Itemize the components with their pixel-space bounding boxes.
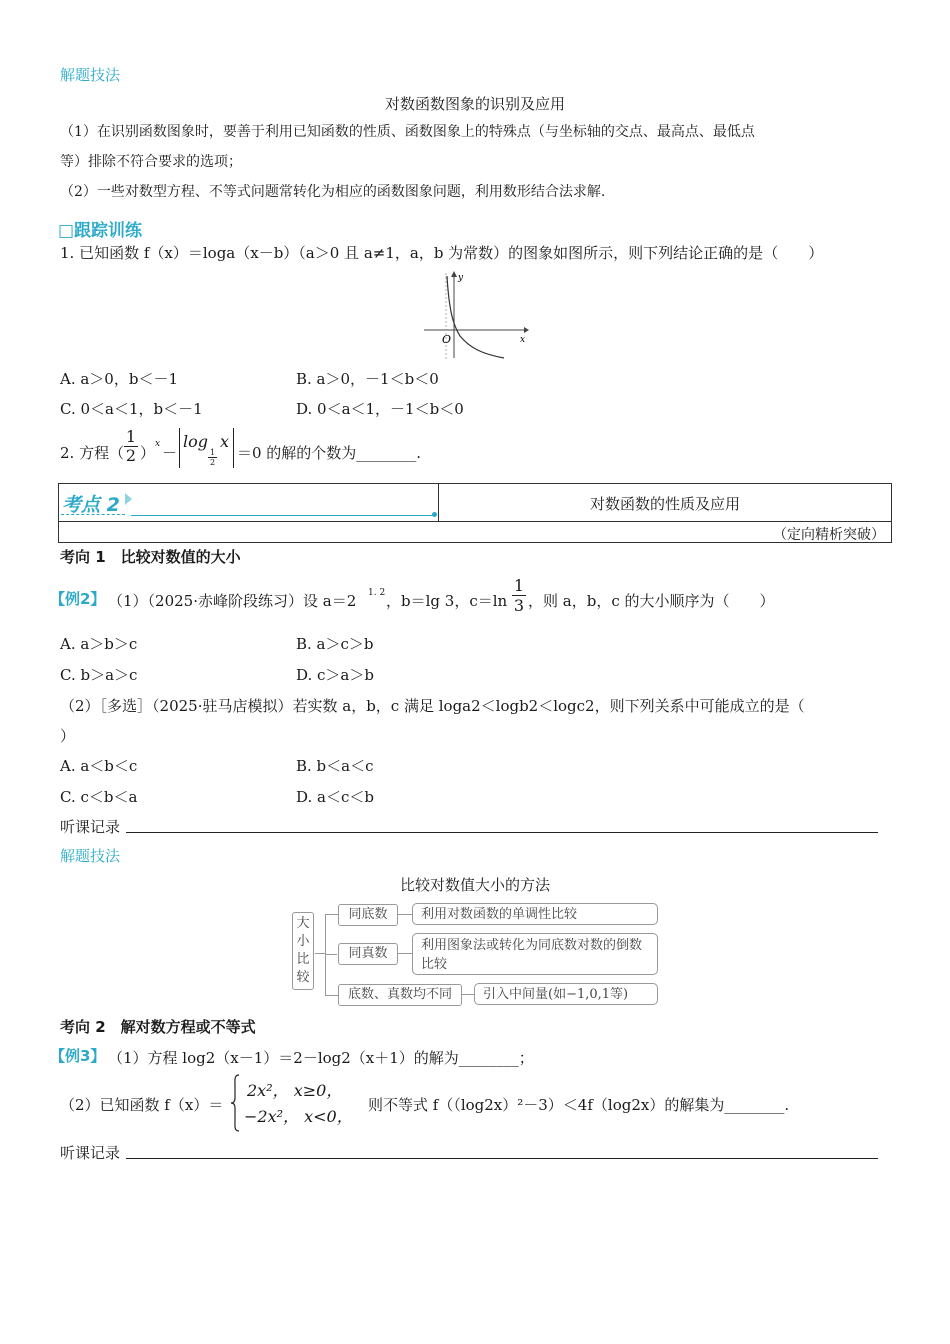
log-graph — [420, 270, 530, 362]
origin-label: O — [442, 333, 452, 346]
tips-label: 解题技法 — [60, 66, 121, 84]
example-3-tag: 【例3】 — [50, 1047, 106, 1065]
ex2-q2-option-c: C. c＜b＜a — [60, 788, 138, 806]
abs-bar-right — [233, 428, 234, 468]
q2-minus: － — [162, 444, 178, 462]
ex2-q1-option-d: D. c＞a＞b — [296, 666, 374, 684]
kx2-title: 考向 2 解对数方程或不等式 — [60, 1018, 256, 1036]
kaodian-dash — [61, 514, 125, 515]
ex3-q2-prefix: （2）已知函数 f（x）＝ — [60, 1096, 224, 1114]
q2-var: x — [220, 432, 230, 451]
diagram-right-3: 引入中间量(如−1,0,1等) — [474, 983, 658, 1005]
ex2-q1-exp: 1. 2 — [368, 588, 386, 598]
piecewise-brace — [230, 1074, 240, 1132]
q2-paren-close: ） — [140, 444, 156, 462]
q2-log: log — [183, 432, 208, 451]
notes-label-1: 听课记录 — [60, 818, 121, 836]
tips-paragraph-1a: （1）在识别函数图象时，要善于利用已知函数的性质、函数图象上的特殊点（与坐标轴的交点、最高点、最低点 — [60, 124, 755, 140]
notes-line-1 — [126, 832, 878, 833]
ex3-q2-postfix: 则不等式 f（（log2x）²－3）＜4f（log2x）的解集为________. — [368, 1096, 790, 1114]
kaodian-arrow-icon — [125, 493, 132, 505]
tips2-label: 解题技法 — [60, 847, 121, 865]
ex3-q1: （1）方程 log2（x－1）＝2－log2（x＋1）的解为________； — [108, 1049, 534, 1067]
notes-label-2: 听课记录 — [60, 1144, 121, 1162]
kaodian-underline — [131, 515, 435, 516]
q2-fraction — [124, 428, 138, 465]
ex2-q2-line-b: ） — [60, 727, 76, 745]
diagram-root: 大小比较 — [292, 912, 314, 990]
ex2-frac-den: 3 — [513, 596, 525, 615]
ex2-q1-option-b: B. a＞c＞b — [296, 635, 374, 653]
abs-bar-left — [179, 428, 180, 468]
kaodian-badge: 考点 2 — [62, 494, 120, 516]
diagram-mid-connector — [325, 954, 337, 955]
y-label: y — [458, 273, 464, 283]
ex2-q1-option-a: A. a＞b＞c — [60, 635, 138, 653]
ex2-q1-postfix: ，则 a，b，c 的大小顺序为（ ） — [528, 592, 775, 610]
q1-option-b: B. a＞0，－1＜b＜0 — [296, 370, 439, 388]
ex2-q2-line-a: （2）［多选］（2025·驻马店模拟）若实数 a，b，c 满足 loga2＜logb2＜logc2，则下列关系中可能成立的是（ — [60, 697, 805, 715]
diagram-link-1 — [398, 914, 412, 915]
diagram-link-3 — [462, 994, 474, 995]
diagram-bracket — [325, 914, 338, 996]
q2-base-num: 1 — [209, 448, 216, 457]
tips-paragraph-2: （2）一些对数型方程、不等式问题常转化为相应的函数图象问题，利用数形结合法求解. — [60, 184, 606, 200]
ex2-frac-num: 1 — [513, 576, 525, 595]
track-question-1: 1. 已知函数 f（x）＝loga（x－b）（a＞0 且 a≠1，a，b 为常数）的图象如图所示，则下列结论正确的是（ ） — [60, 244, 824, 262]
diagram-stem — [315, 953, 325, 954]
q2-log-base — [208, 448, 217, 467]
q2-exponent: x — [155, 439, 161, 449]
piecewise-case-2: −2x²， x<0， — [244, 1107, 353, 1126]
q2-frac-num: 1 — [125, 427, 137, 446]
x-axis-arrow — [524, 327, 529, 333]
diagram-right-2: 利用图象法或转化为同底数对数的倒数比较 — [412, 933, 658, 975]
diagram-left-3: 底数、真数均不同 — [338, 984, 462, 1006]
kaodian-sub: （定向精析突破） — [773, 527, 885, 543]
x-label: x — [520, 335, 526, 345]
method-diagram — [292, 902, 664, 1012]
diagram-left-1: 同底数 — [338, 904, 398, 926]
tips-paragraph-1b: 等）排除不符合要求的选项； — [60, 154, 242, 170]
q2-frac-den: 2 — [125, 446, 137, 465]
ex2-fraction — [512, 576, 526, 615]
tips-title: 对数函数图象的识别及应用 — [384, 95, 565, 113]
q1-option-c: C. 0＜a＜1，b＜－1 — [60, 400, 203, 418]
ex2-q2-option-b: B. b＜a＜c — [296, 757, 374, 775]
ex2-q1-option-c: C. b＞a＞c — [60, 666, 138, 684]
piecewise-case-1: 2x²， x≥0， — [247, 1081, 343, 1100]
ex2-q1-mid: ，b＝lg 3，c＝ln — [386, 592, 508, 610]
track-header: □跟踪训练 — [58, 221, 143, 241]
diagram-link-2 — [398, 953, 412, 954]
ex2-q1-prefix: （1）（2025·赤峰阶段练习）设 a＝2 — [108, 592, 357, 610]
q2-prefix: 2. 方程（ — [60, 444, 125, 462]
ex2-q2-option-a: A. a＜b＜c — [60, 757, 138, 775]
q2-base-den: 2 — [209, 458, 216, 467]
diagram-left-2: 同真数 — [338, 943, 398, 965]
diagram-right-1: 利用对数函数的单调性比较 — [412, 903, 658, 925]
q2-postfix: ＝0 的解的个数为________. — [237, 444, 422, 462]
kaodian-title: 对数函数的性质及应用 — [589, 495, 740, 513]
q1-option-a: A. a＞0，b＜－1 — [60, 370, 179, 388]
notes-line-2 — [126, 1158, 878, 1159]
q1-option-d: D. 0＜a＜1，－1＜b＜0 — [296, 400, 464, 418]
example-2-tag: 【例2】 — [50, 590, 106, 608]
y-axis-arrow — [451, 271, 457, 277]
ex2-q2-option-d: D. a＜c＜b — [296, 788, 374, 806]
log-curve — [447, 276, 504, 358]
kx1-title: 考向 1 比较对数值的大小 — [60, 548, 241, 566]
tips2-title: 比较对数值大小的方法 — [399, 876, 550, 894]
kaodian-dot — [432, 512, 437, 517]
kaodian-divider-h — [59, 521, 891, 522]
kaodian-box — [58, 483, 892, 543]
